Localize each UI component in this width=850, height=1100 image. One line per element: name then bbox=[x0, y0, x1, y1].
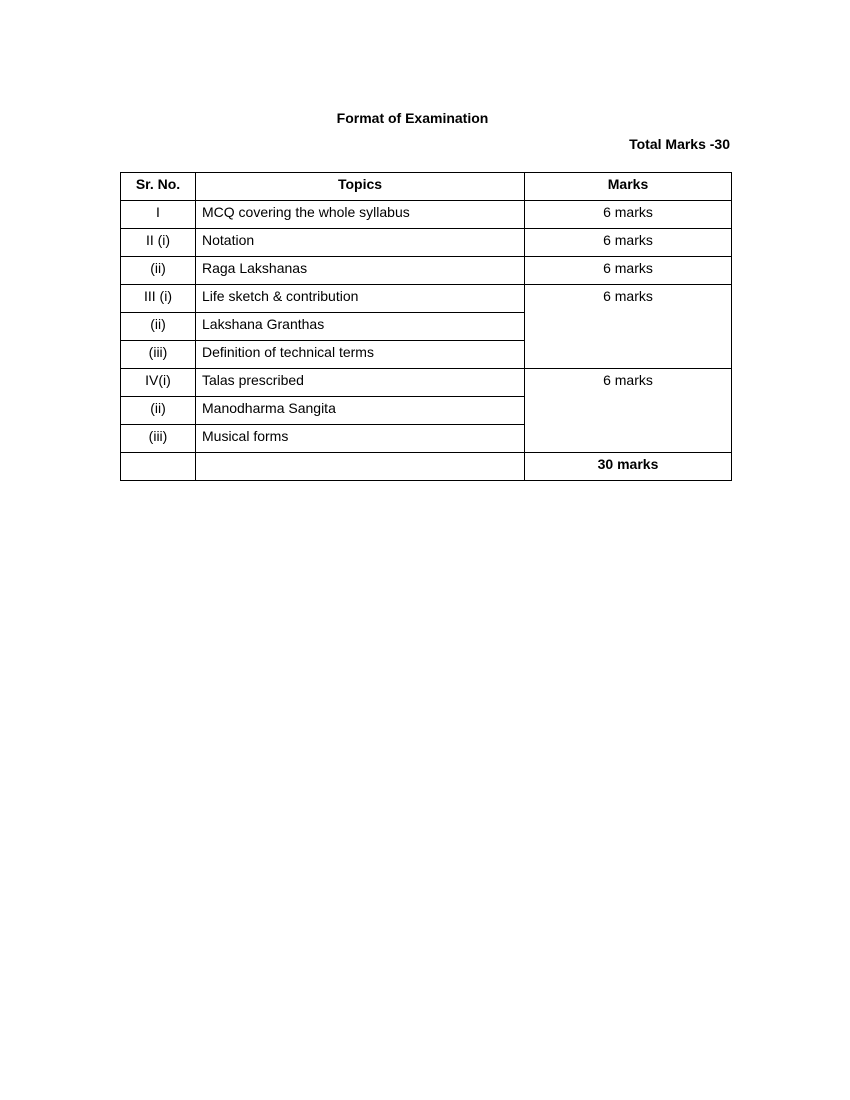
page-title: Format of Examination bbox=[336, 110, 489, 126]
topic-cell: Raga Lakshanas bbox=[196, 257, 525, 285]
header-sr-no: Sr. No. bbox=[121, 173, 196, 201]
marks-cell: 6 marks bbox=[525, 229, 732, 257]
table-total-row bbox=[121, 453, 732, 481]
table-row bbox=[121, 257, 732, 285]
topic-cell: MCQ covering the whole syllabus bbox=[196, 201, 525, 229]
sr-no-cell: IV(i) bbox=[121, 369, 196, 397]
exam-format-table bbox=[120, 172, 732, 481]
sr-no-cell: (iii) bbox=[121, 425, 196, 453]
topic-cell: Musical forms bbox=[196, 425, 525, 453]
table-row bbox=[121, 369, 732, 397]
total-sr-cell bbox=[121, 453, 196, 481]
table-row bbox=[121, 229, 732, 257]
total-marks-label: Total Marks -30 bbox=[629, 136, 730, 152]
topic-cell: Lakshana Granthas bbox=[196, 313, 525, 341]
sr-no-cell: I bbox=[121, 201, 196, 229]
marks-cell: 6 marks bbox=[525, 285, 732, 369]
table-row bbox=[121, 285, 732, 313]
total-topic-cell bbox=[196, 453, 525, 481]
marks-cell: 6 marks bbox=[525, 201, 732, 229]
sr-no-cell: II (i) bbox=[121, 229, 196, 257]
topic-cell: Notation bbox=[196, 229, 525, 257]
sr-no-cell: III (i) bbox=[121, 285, 196, 313]
header-marks: Marks bbox=[525, 173, 732, 201]
topic-cell: Life sketch & contribution bbox=[196, 285, 525, 313]
sr-no-cell: (ii) bbox=[121, 397, 196, 425]
sr-no-cell: (iii) bbox=[121, 341, 196, 369]
sr-no-cell: (ii) bbox=[121, 257, 196, 285]
table-header-row bbox=[121, 173, 732, 201]
total-marks-cell: 30 marks bbox=[525, 453, 732, 481]
topic-cell: Talas prescribed bbox=[196, 369, 525, 397]
topic-cell: Definition of technical terms bbox=[196, 341, 525, 369]
sr-no-cell: (ii) bbox=[121, 313, 196, 341]
header-topics: Topics bbox=[196, 173, 525, 201]
topic-cell: Manodharma Sangita bbox=[196, 397, 525, 425]
table-row bbox=[121, 201, 732, 229]
marks-cell: 6 marks bbox=[525, 369, 732, 453]
marks-cell: 6 marks bbox=[525, 257, 732, 285]
